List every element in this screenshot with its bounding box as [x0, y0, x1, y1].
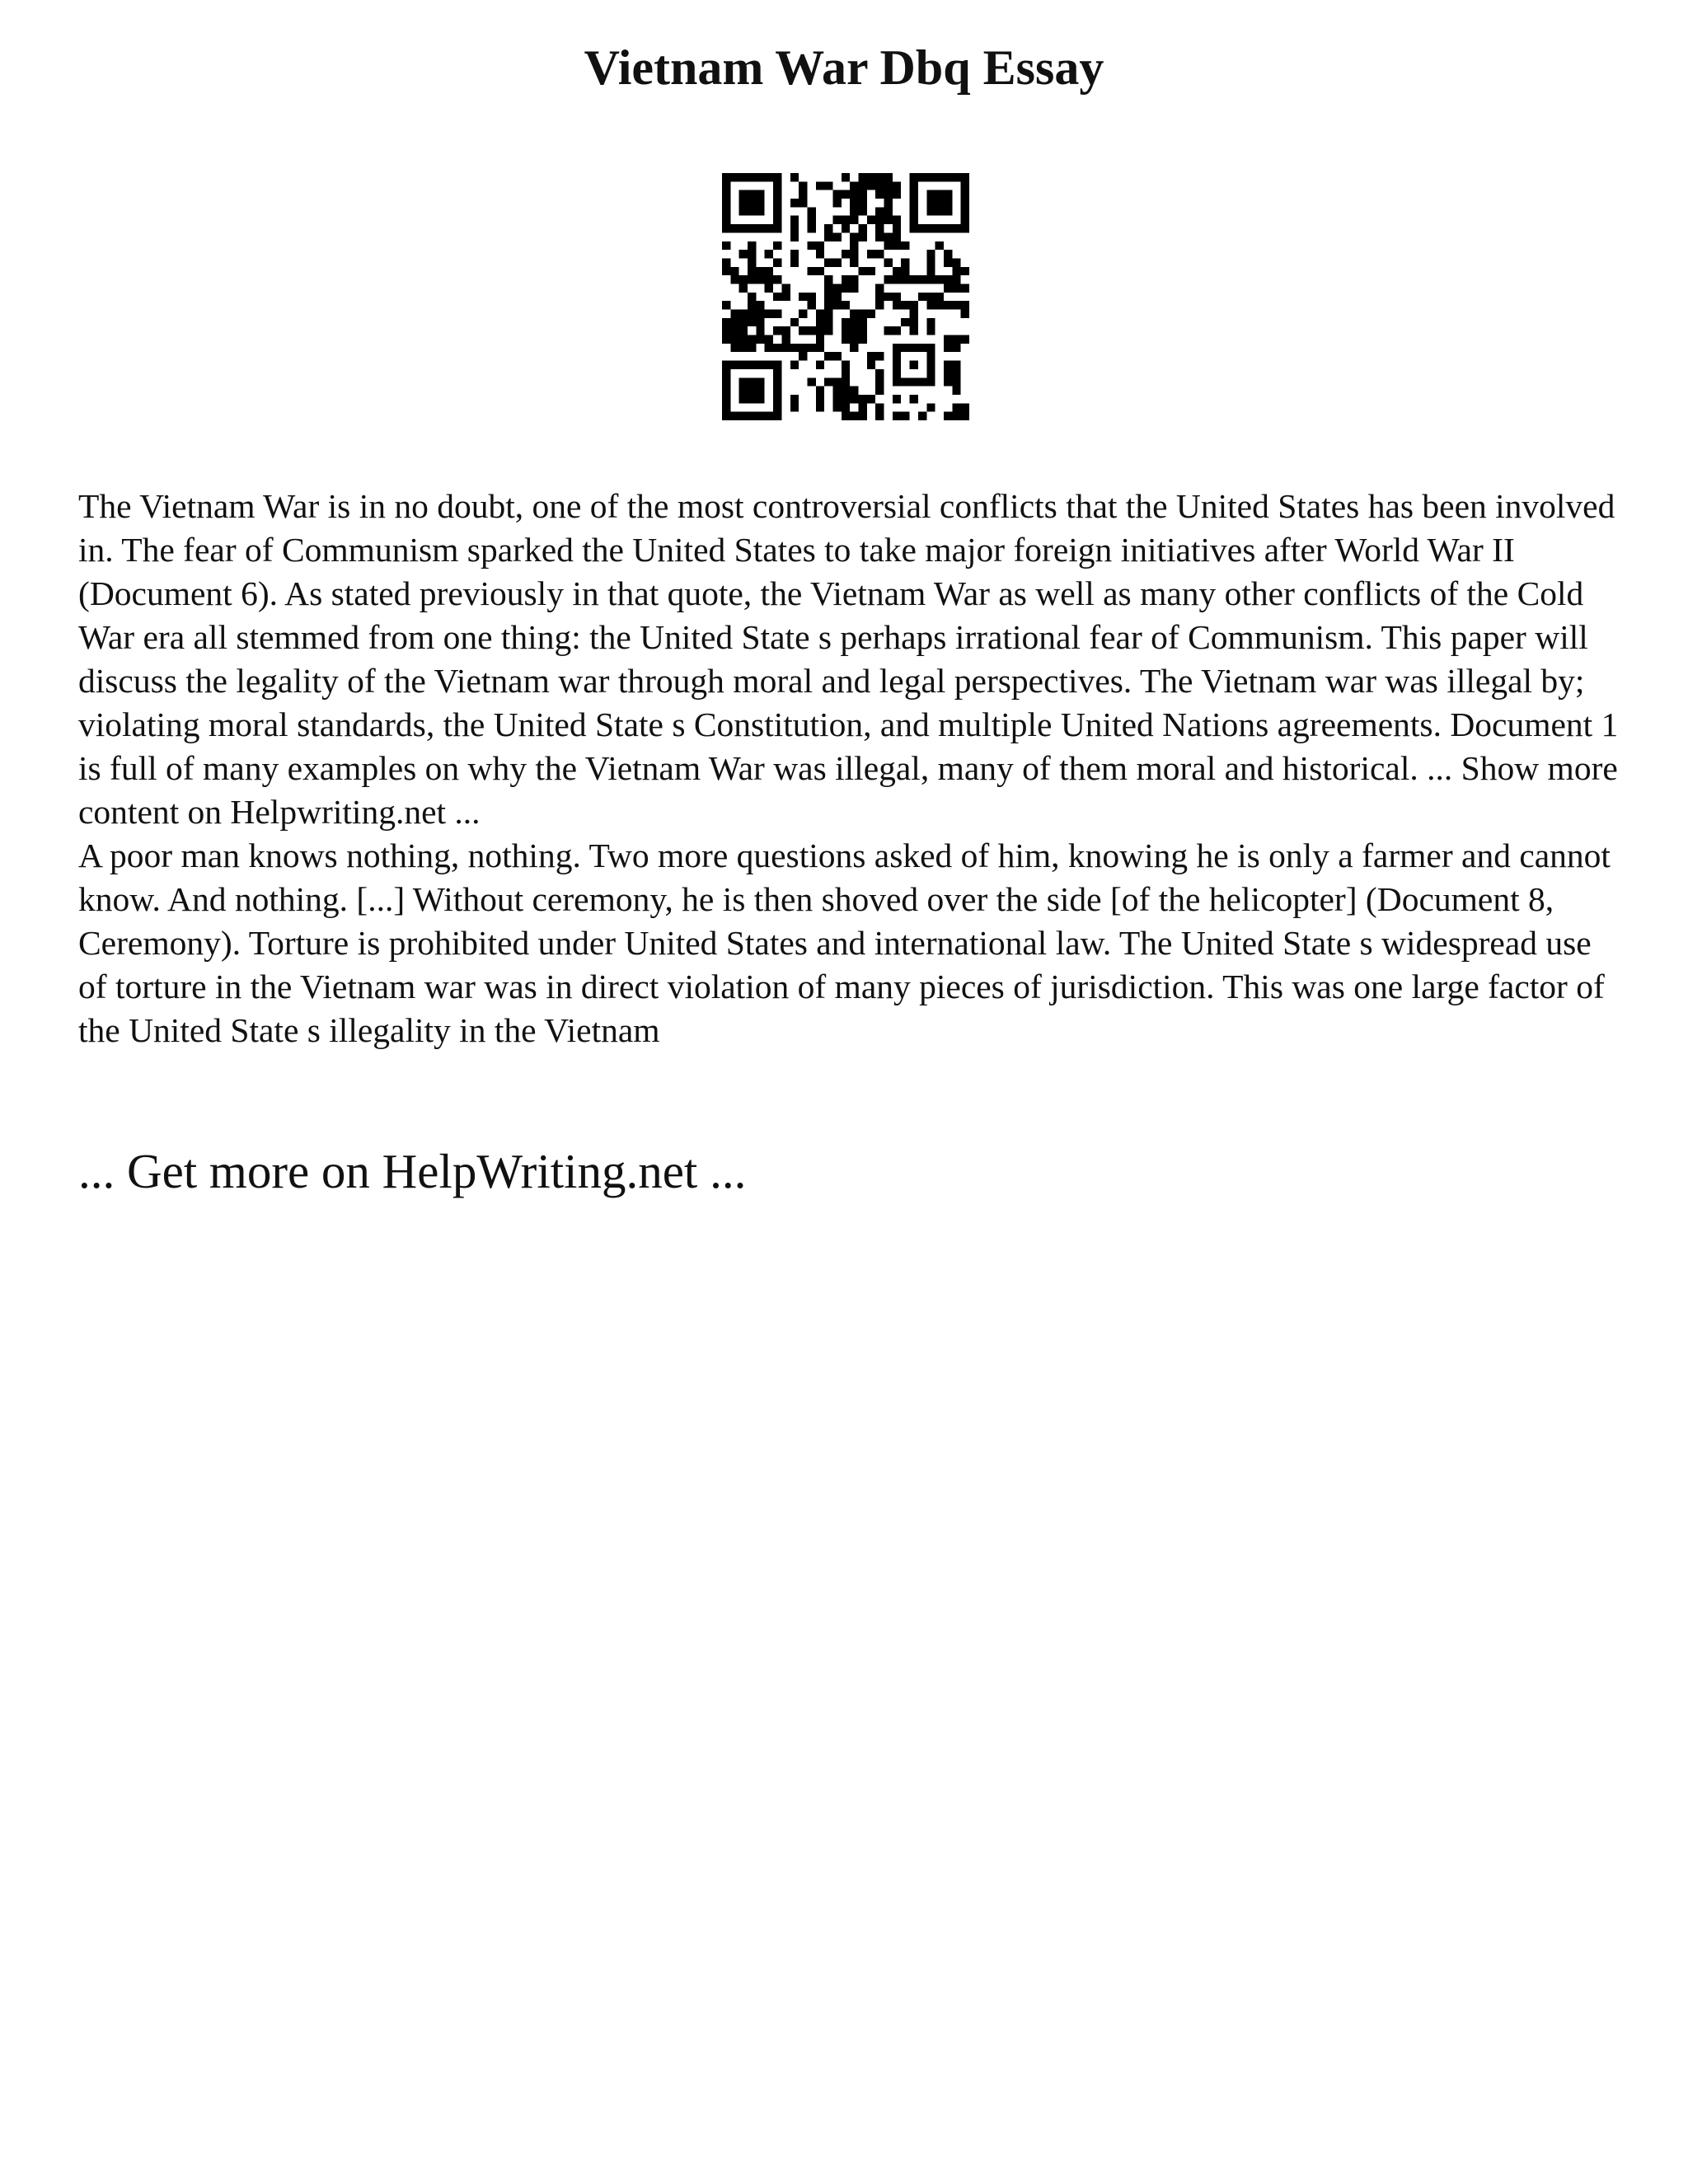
essay-paragraph-1: The Vietnam War is in no doubt, one of the most controversial conflicts that the United States has been involved in. The fear of Communism sparked the United States to take major foreign initiatives after World War II (Document 6). As stated previously in that quote, the Vietnam War as well as many other conflicts of the Cold War era all stemmed from one thing: the United State s perhaps irrational fear of Communism. This paper will discuss the legality of the Vietnam war through moral and legal perspectives. The Vietnam war was illegal by; violating moral standards, the United State s Constitution, and multiple United Nations agreements. Document 1 is full of many examples on why the Vietnam War was illegal, many of them moral and historical. ... Show more content on Helpwriting.net ...: [78, 487, 1619, 831]
document-title: Vietnam War Dbq Essay: [584, 40, 1104, 95]
qr-code-icon: [722, 173, 969, 420]
get-more-link[interactable]: ... Get more on HelpWriting.net ...: [78, 1144, 747, 1198]
essay-paragraph-2: A poor man knows nothing, nothing. Two more questions asked of him, knowing he is only a farmer and cannot know. And nothing. [...] Without ceremony, he is then shoved over the side [of the helicopter] (Document 8, Ceremony). Torture is prohibited under United States and international law. The United State s widespread use of torture in the Vietnam war was in direct violation of many pieces of jurisdiction. This was one large factor of the United State s illegality in the Vietnam: [78, 837, 1611, 1049]
essay-body: [78, 485, 1628, 1052]
